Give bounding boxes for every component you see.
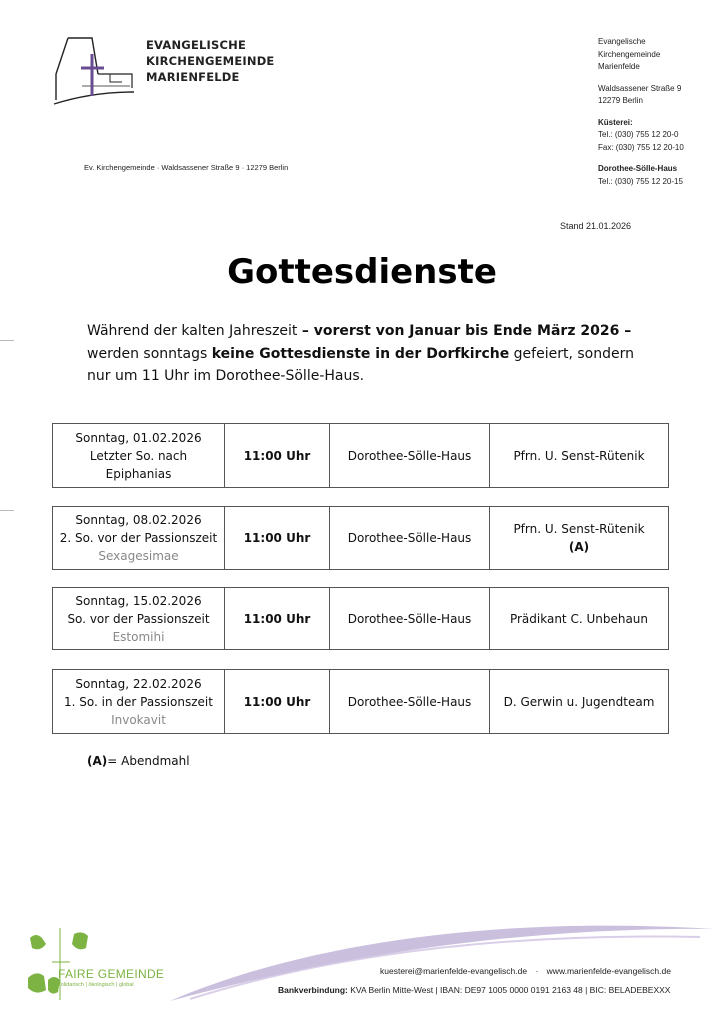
- contact-name-line: Kirchengemeinde: [598, 49, 661, 59]
- legend: (A)= Abendmahl: [87, 754, 190, 768]
- footer-website[interactable]: www.marienfelde-evangelisch.de: [546, 966, 671, 976]
- sender-line: Ev. Kirchengemeinde · Waldsassener Straße 9 · 12279 Berlin: [84, 163, 289, 172]
- footer-email[interactable]: kuesterei@marienfelde-evangelisch.de: [380, 966, 528, 976]
- church-name: EVANGELISCHE KIRCHENGEMEINDE MARIENFELDE: [146, 38, 275, 84]
- service-table: [52, 506, 669, 570]
- service-preacher: D. Gerwin u. Jugendteam: [490, 670, 669, 734]
- page-title: Gottesdienste: [227, 252, 497, 292]
- service-preacher: Prädikant C. Unbehaun: [490, 588, 669, 650]
- service-date-cell: Sonntag, 22.02.2026 1. So. in der Passionszeit Invokavit: [53, 670, 225, 734]
- contact-city: 12279 Berlin: [598, 96, 643, 105]
- footer-bank: Bankverbindung: KVA Berlin Mitte-West | IBAN: DE97 1005 0000 0191 2163 48 | BIC: BELADEBEXXX: [278, 985, 671, 995]
- fold-mark: [0, 340, 14, 341]
- communion-note: (A): [568, 540, 590, 554]
- service-time: 11:00 Uhr: [225, 507, 330, 570]
- footer-contact: kuesterei@marienfelde-evangelisch.de · www.marienfelde-evangelisch.de: [380, 966, 671, 976]
- dsh-tel: Tel.: (030) 755 12 20-15: [598, 176, 683, 186]
- contact-name-line: Evangelische: [598, 37, 646, 46]
- service-date-cell: Sonntag, 08.02.2026 2. So. vor der Passionszeit Sexagesimae: [53, 507, 225, 570]
- service-time: 11:00 Uhr: [225, 588, 330, 650]
- faire-gemeinde-text: [58, 967, 164, 988]
- kuesterei-fax: Fax: (030) 755 12 20-10: [598, 142, 684, 152]
- stand-date: Stand 21.01.2026: [560, 221, 632, 231]
- service-date-cell: Sonntag, 15.02.2026 So. vor der Passionszeit Estomihi: [53, 588, 225, 650]
- service-time: 11:00 Uhr: [225, 424, 330, 488]
- fold-mark: [0, 510, 14, 511]
- kuesterei-tel: Tel.: (030) 755 12 20-0: [598, 130, 679, 139]
- service-location: Dorothee-Sölle-Haus: [330, 588, 490, 650]
- service-preacher: Pfrn. U. Senst-Rütenik: [490, 424, 669, 488]
- faire-gemeinde-logo: [26, 928, 98, 1002]
- service-table: [52, 423, 669, 488]
- contact-street: Waldsassener Straße 9: [598, 83, 682, 93]
- service-location: Dorothee-Sölle-Haus: [330, 670, 490, 734]
- service-preacher: Pfrn. U. Senst-Rütenik (A): [490, 507, 669, 570]
- service-table: [52, 669, 669, 734]
- faire-subtitle: solidarisch | ökologisch | global: [58, 982, 134, 988]
- contact-block: [598, 36, 684, 188]
- intro-paragraph: Während der kalten Jahreszeit – vorerst von Januar bis Ende März 2026 – werden sonntags keine Gottesdienste in der Dorfkirche gefeiert, sondern nur um 11 Uhr im Dorothee-Sölle-Haus.: [87, 323, 634, 384]
- church-logo: [52, 30, 142, 106]
- dsh-label: Dorothee-Sölle-Haus: [598, 164, 678, 173]
- service-location: Dorothee-Sölle-Haus: [330, 424, 490, 488]
- contact-name-line: Marienfelde: [598, 62, 640, 71]
- kuesterei-label: Küsterei:: [598, 117, 633, 127]
- service-time: 11:00 Uhr: [225, 670, 330, 734]
- faire-title: FAIRE GEMEINDE: [58, 967, 165, 981]
- service-date-cell: Sonntag, 01.02.2026 Letzter So. nach Epiphanias: [53, 424, 225, 488]
- service-table: [52, 587, 669, 650]
- service-location: Dorothee-Sölle-Haus: [330, 507, 490, 570]
